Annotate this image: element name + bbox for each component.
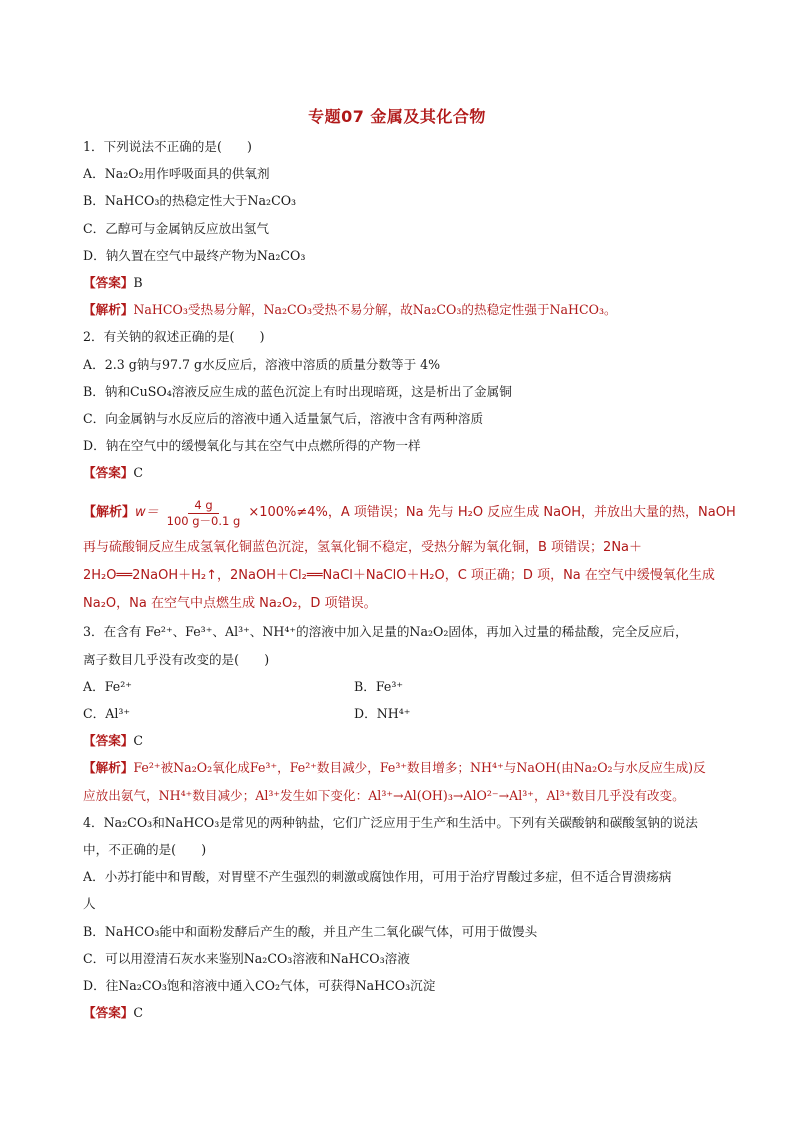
page-title: 专题07 金属及其化合物: [308, 107, 486, 126]
answer-label: 【答案】: [83, 1005, 134, 1021]
q2-option-d: D．钠在空气中的缓慢氧化与其在空气中点燃所得的产物一样: [83, 438, 421, 454]
q4-stem-line-1: 4．Na₂CO₃和NaHCO₃是常见的两种钠盐，它们广泛应用于生产和生活中。下列有关碳酸钠和碳酸氢钠的说法: [83, 814, 698, 830]
q3-answer: [83, 727, 719, 754]
q2-option-c: C．向金属钠与水反应后的溶液中通入适量氯气后，溶液中含有两种溶质: [83, 410, 484, 426]
q2-analysis-line-2: 再与硫酸铜反应生成氢氧化铜蓝色沉淀，氢氧化铜不稳定，受热分解为氧化铜，B 项错误；2Na＋: [83, 540, 643, 556]
q2-formula-prefix: w＝: [135, 505, 159, 521]
q3-answer-value: C: [133, 733, 144, 749]
q3-stem-line-1: 3．在含有 Fe²⁺、Fe³⁺、Al³⁺、NH⁴⁺的溶液中加入足量的Na₂O₂固体，再加入过量的稀盐酸，完全反应后，: [83, 624, 688, 640]
fraction-numerator: 4 g: [188, 498, 218, 514]
q2-option-a: A．2.3 g钠与97.7 g水反应后，溶液中溶质的质量分数等于 4%: [83, 356, 441, 372]
q1-stem: 1．下列说法不正确的是( ): [83, 139, 252, 154]
q4-stem-line-2: 中，不正确的是( ): [83, 841, 207, 857]
q1-option-c: C．乙醇可与金属钠反应放出氢气: [83, 220, 269, 236]
q3-options-row-1: [83, 673, 719, 700]
answer-label: 【答案】: [83, 733, 134, 749]
q4-option-c: C．可以用澄清石灰水来鉴别Na₂CO₃溶液和NaHCO₃溶液: [83, 950, 410, 966]
analysis-label: 【解析】: [83, 505, 136, 521]
q2-analysis-line-4: Na₂O，Na 在空气中点燃生成 Na₂O₂，D 项错误。: [83, 596, 377, 612]
q3-analysis-text-1: Fe²⁺被Na₂O₂氧化成Fe³⁺，Fe²⁺数目减少，Fe³⁺数目增多；NH⁴⁺与NaOH(由Na₂O₂与水反应生成)反: [133, 760, 706, 776]
q4-answer: [83, 999, 719, 1026]
q4-answer-value: C: [133, 1005, 144, 1021]
q3-option-a: A．Fe²⁺: [83, 678, 132, 694]
q2-formula-suffix: ×100%≠4%，A 项错误；Na 先与 H₂O 反应生成 NaOH，并放出大量的热，NaOH: [248, 505, 736, 521]
q2-option-b: B．钠和CuSO₄溶液反应生成的蓝色沉淀上有时出现暗斑，这是析出了金属铜: [83, 383, 512, 399]
q2-answer-value: C: [133, 465, 144, 481]
mass-fraction: [161, 498, 247, 529]
q1-answer: [83, 269, 719, 296]
q4-option-d: D．往Na₂CO₃饱和溶液中通入CO₂气体，可获得NaHCO₃沉淀: [83, 977, 436, 993]
fraction-denominator: 100 g－0.1 g: [166, 513, 241, 528]
q3-option-d: D．NH⁴⁺: [354, 706, 411, 721]
analysis-label: 【解析】: [83, 760, 134, 776]
q2-analysis-line-3: 2H₂O══2NaOH＋H₂↑，2NaOH＋Cl₂══NaCl＋NaClO＋H₂O，C 项正确；D 项，Na 在空气中缓慢氧化生成: [83, 568, 715, 584]
q4-option-b: B．NaHCO₃能中和面粉发酵后产生的酸，并且产生二氧化碳气体，可用于做馒头: [83, 923, 538, 939]
answer-label: 【答案】: [83, 465, 134, 481]
q2-analysis-formula-line: [83, 492, 736, 534]
q4-option-a-line-1: A．小苏打能中和胃酸，对胃壁不产生强烈的刺激或腐蚀作用，可用于治疗胃酸过多症，但不适合胃溃疡病: [83, 869, 672, 885]
q2-stem: 2．有关钠的叙述正确的是( ): [83, 329, 265, 345]
q3-options-row-2: [83, 700, 719, 727]
answer-label: 【答案】: [83, 274, 134, 290]
document-body: [83, 133, 736, 1026]
q3-stem-line-2: 离子数目几乎没有改变的是( ): [83, 651, 270, 667]
q1-option-b: B．NaHCO₃的热稳定性大于Na₂CO₃: [83, 193, 297, 209]
q1-option-a: A．Na₂O₂用作呼吸面具的供氧剂: [83, 166, 270, 182]
q1-analysis-text: NaHCO₃受热易分解，Na₂CO₃受热不易分解，故Na₂CO₃的热稳定性强于NaHCO₃。: [133, 302, 617, 318]
q3-option-c: C．Al³⁺: [83, 706, 131, 721]
q1-option-d: D．钠久置在空气中最终产物为Na₂CO₃: [83, 247, 306, 263]
q3-analysis-line-1: [83, 754, 719, 781]
q1-analysis: [83, 296, 719, 323]
q3-analysis-line-2: 应放出氨气，NH⁴⁺数目减少；Al³⁺发生如下变化：Al³⁺→Al(OH)₃→AlO²⁻→Al³⁺，Al³⁺数目几乎没有改变。: [83, 787, 685, 803]
q4-option-a-line-2: 人: [83, 896, 96, 912]
analysis-label: 【解析】: [83, 302, 134, 318]
q1-answer-value: B: [133, 274, 143, 290]
q2-answer: [83, 459, 719, 486]
q2-analysis: [83, 492, 736, 618]
q3-option-b: B．Fe³⁺: [354, 678, 404, 694]
